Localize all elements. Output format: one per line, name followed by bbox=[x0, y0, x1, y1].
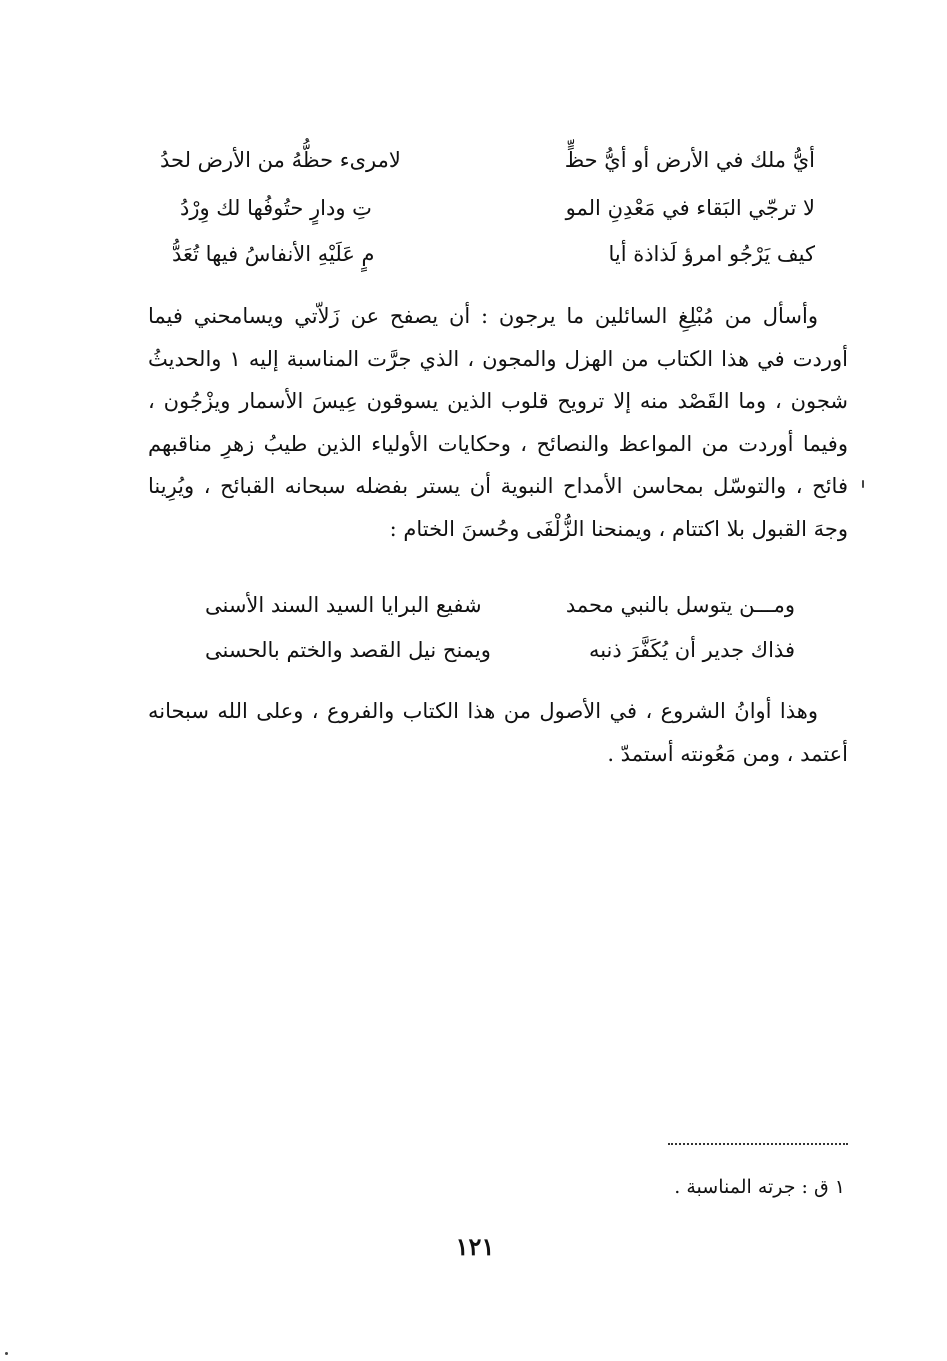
poem-verse bbox=[205, 585, 795, 625]
verse-first-hemistich: كيف يَرْجُو امرؤ لَذاذة أيا bbox=[608, 242, 815, 266]
scan-speck bbox=[862, 480, 864, 488]
poem-verse bbox=[180, 188, 815, 228]
poem-verse bbox=[205, 630, 795, 670]
verse-second-hemistich: ويمنح نيل القصد والختم بالحسنى bbox=[205, 638, 491, 662]
verse-first-hemistich: أيُّ ملك في الأرض أو أيُّ حظٍّ bbox=[564, 148, 815, 172]
verse-second-hemistich: شفيع البرايا السيد السند الأسنى bbox=[205, 593, 482, 617]
paragraph: وهذا أوانُ الشروع ، في الأصول من هذا الكتاب والفروع ، وعلى الله سبحانه أعتمد ، ومن مَعُونته أستمدّ . bbox=[148, 699, 848, 766]
verse-first-hemistich: لا ترجّي البَقاء في مَعْدِنِ المو bbox=[565, 196, 815, 220]
verse-second-hemistich: تِ ودارٍ حتُوفُها لك وِرْدُ bbox=[180, 196, 372, 220]
verse-first-hemistich: ومـــن يتوسل بالنبي محمد bbox=[565, 593, 795, 617]
verse-second-hemistich: مٍ عَلَيْهِ الأنفاسُ فيها تُعَدُّ bbox=[172, 242, 375, 266]
page-number: ١٢١ bbox=[455, 1232, 495, 1261]
poem-verse bbox=[160, 140, 815, 180]
verse-first-hemistich: فذاك جدير أن يُكَفَّرَ ذنبه bbox=[588, 638, 795, 662]
poem-verse bbox=[172, 234, 815, 274]
paragraph: وأسأل من مُبْلِغِ السائلين ما يرجون : أن يصفح عن زَلاّتي ويسامحني فيما أوردت في هذا الكتاب من الهزل والمجون ، الذي جرَّت المناسبة إليه ١ والحديثُ شجون ، وما القَصْد منه إلا ترويح قلوب الذين يسوقون عِيسَ الأسمار ويزْجُون ، وفيما أوردت من المواعظ والنصائح ، وحكايات الأولياء الذين طيبُ زهرِ مناقبهم فائح ، والتوسّل بمحاسن الأمداح النبوية أن يستر بفضله سبحانه القبائح ، ويُرِينا وجهَ القبول بلا اكتتام ، ويمنحنا الزُّلْفَى وحُسنَ الختام : bbox=[148, 304, 849, 541]
footnote-separator bbox=[668, 1143, 848, 1145]
footnote: ١ ق : جرته المناسبة . bbox=[674, 1176, 845, 1198]
scan-speck bbox=[5, 1352, 8, 1355]
verse-second-hemistich: لامرىء حظُّهُ من الأرض لحدُ bbox=[160, 148, 401, 172]
